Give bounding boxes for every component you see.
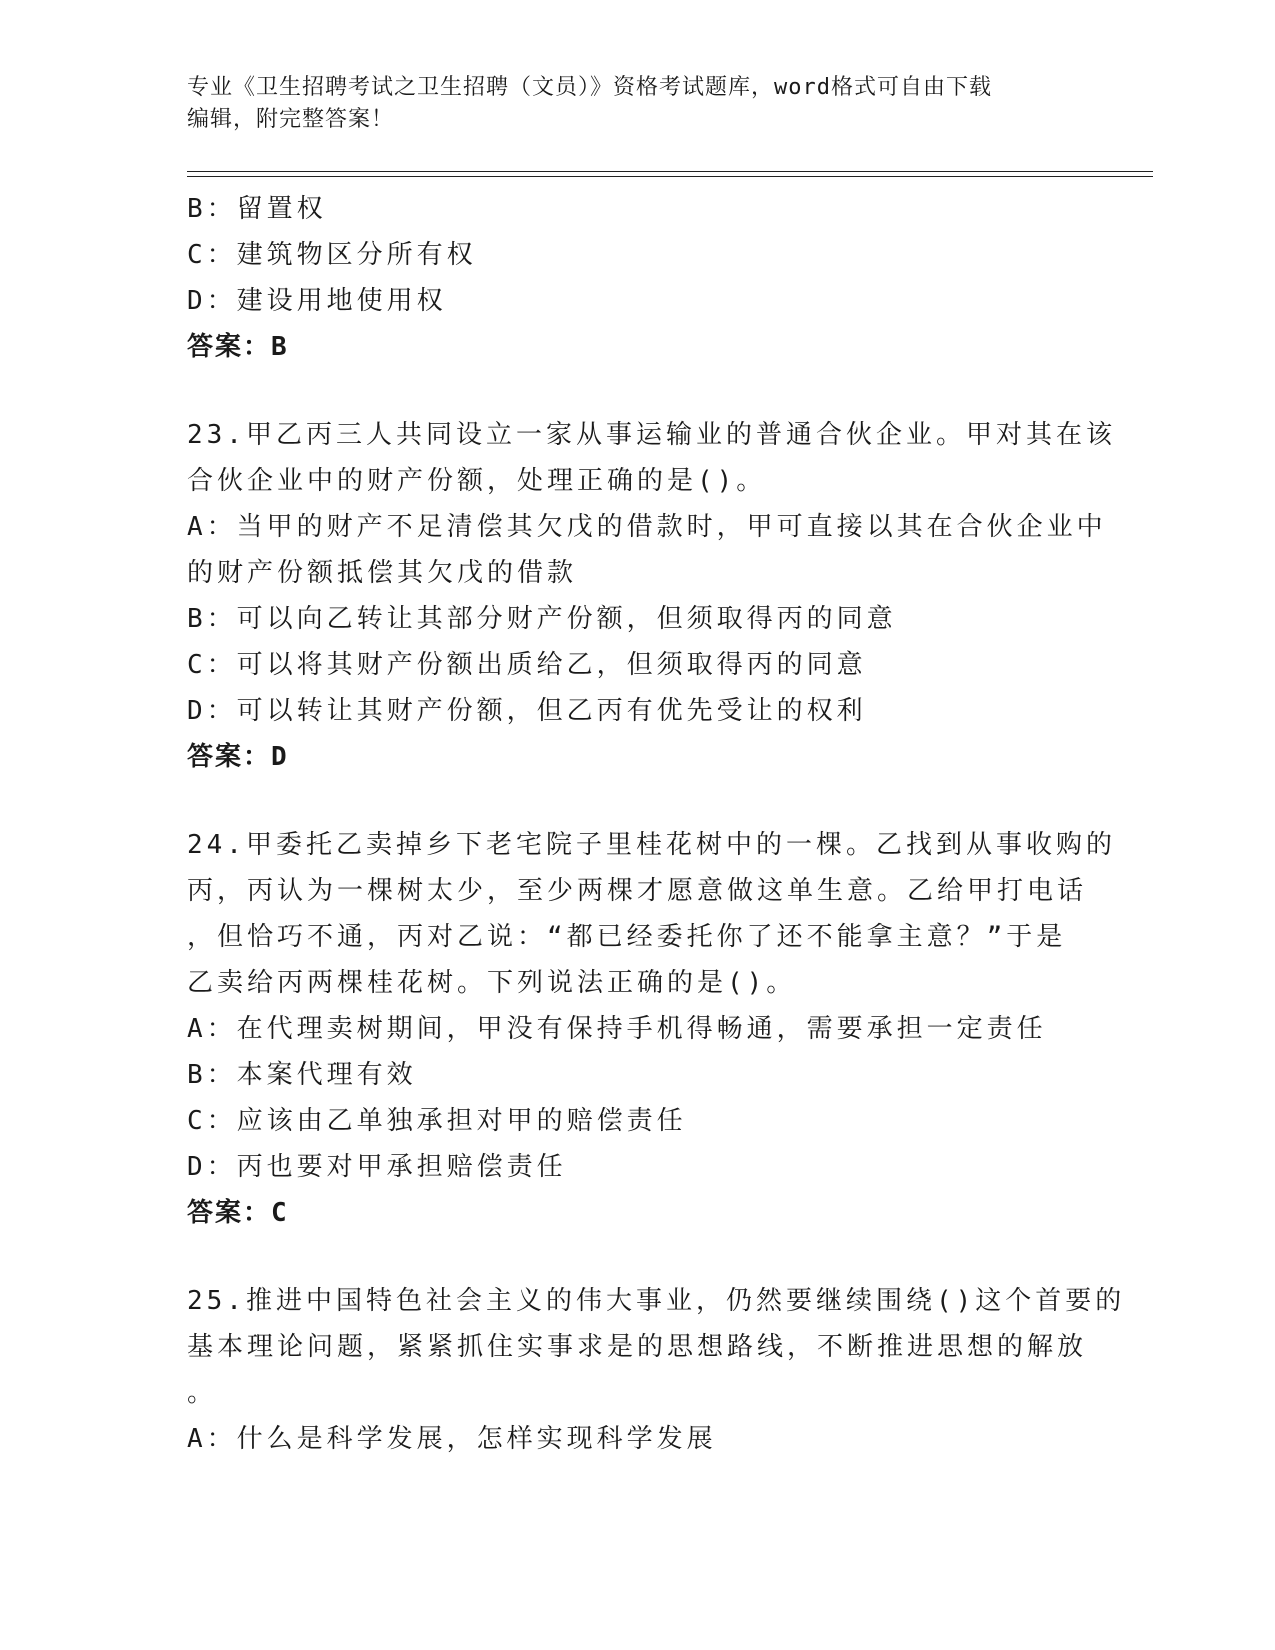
question-stem: 25.推进中国特色社会主义的伟大事业，仍然要继续围绕()这个首要的 <box>187 1286 1126 1316</box>
question-22-tail <box>187 186 1087 370</box>
option-d: D：建设用地使用权 <box>187 286 447 316</box>
option-c: C：建筑物区分所有权 <box>187 240 477 270</box>
question-stem: 乙卖给丙两棵桂花树。下列说法正确的是()。 <box>187 968 797 998</box>
header-line-1: 专业《卫生招聘考试之卫生招聘（文员）》资格考试题库，word格式可自由下载 <box>187 75 992 100</box>
option-b: B：留置权 <box>187 194 327 224</box>
answer: 答案：B <box>187 332 289 362</box>
answer: 答案：C <box>187 1198 289 1228</box>
option-a: A：当甲的财产不足清偿其欠戊的借款时，甲可直接以其在合伙企业中 <box>187 512 1107 542</box>
option-a-continued: 的财产份额抵偿其欠戊的借款 <box>187 558 578 588</box>
header-divider-top <box>187 171 1153 172</box>
option-d: D：丙也要对甲承担赔偿责任 <box>187 1152 567 1182</box>
question-24 <box>187 822 1116 1236</box>
answer: 答案：D <box>187 742 289 772</box>
question-stem: 23.甲乙丙三人共同设立一家从事运输业的普通合伙企业。甲对其在该 <box>187 420 1116 450</box>
document-header <box>187 72 1067 136</box>
question-stem: 基本理论问题，紧紧抓住实事求是的思想路线，不断推进思想的解放 <box>187 1332 1088 1362</box>
question-stem: 丙，丙认为一棵树太少，至少两棵才愿意做这单生意。乙给甲打电话 <box>187 876 1088 906</box>
option-c: C：应该由乙单独承担对甲的赔偿责任 <box>187 1106 687 1136</box>
question-stem: ，但恰巧不通，丙对乙说：“都已经委托你了还不能拿主意？”于是 <box>187 922 1067 952</box>
option-a: A：什么是科学发展，怎样实现科学发展 <box>187 1424 717 1454</box>
option-b: B：本案代理有效 <box>187 1060 417 1090</box>
question-25 <box>187 1278 1126 1462</box>
option-d: D：可以转让其财产份额，但乙丙有优先受让的权利 <box>187 696 867 726</box>
option-c: C：可以将其财产份额出质给乙，但须取得丙的同意 <box>187 650 867 680</box>
header-divider-bottom <box>187 176 1153 177</box>
question-stem: 。 <box>187 1378 218 1408</box>
question-content <box>187 186 1126 1462</box>
question-stem: 合伙企业中的财产份额，处理正确的是()。 <box>187 466 767 496</box>
question-stem: 24.甲委托乙卖掉乡下老宅院子里桂花树中的一棵。乙找到从事收购的 <box>187 830 1116 860</box>
option-b: B：可以向乙转让其部分财产份额，但须取得丙的同意 <box>187 604 897 634</box>
option-a: A：在代理卖树期间，甲没有保持手机得畅通，需要承担一定责任 <box>187 1014 1047 1044</box>
question-23 <box>187 412 1116 780</box>
header-line-2: 编辑，附完整答案！ <box>187 107 395 132</box>
